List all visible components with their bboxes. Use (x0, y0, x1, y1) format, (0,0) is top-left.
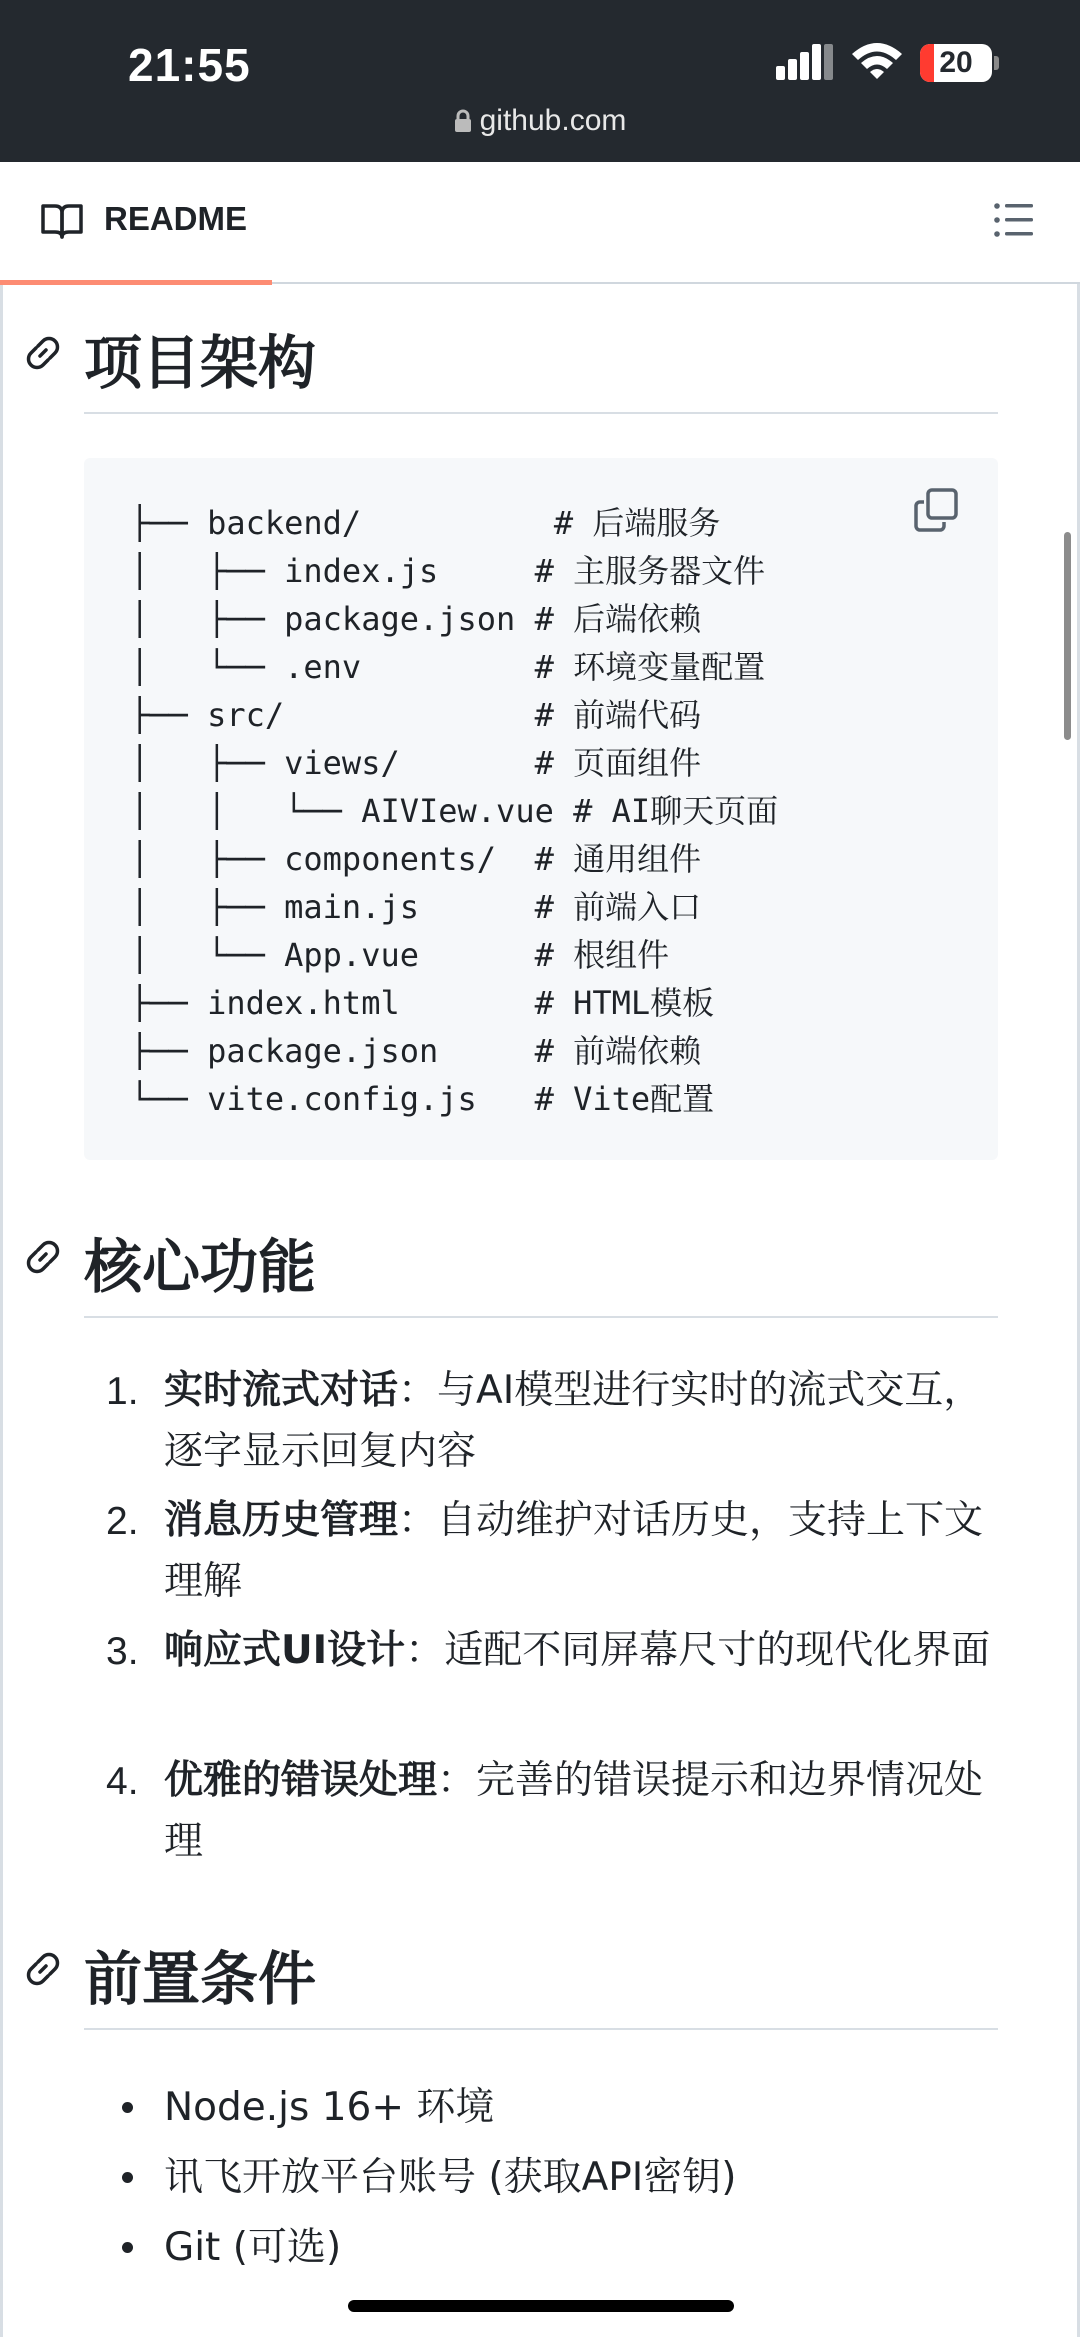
heading-divider (84, 2028, 998, 2030)
list-icon[interactable] (994, 202, 1034, 238)
code-line: │ ├── views/ # 页面组件 (130, 744, 702, 782)
bullet-text: 讯飞开放平台账号 (获取API密钥) (164, 2155, 737, 2200)
section-title: 核心功能 (84, 1233, 317, 1301)
feature-desc: ：适配不同屏幕尺寸的现代化界面 (405, 1628, 991, 1673)
feature-desc: ：自动维护对话历史，支持上下文理解 (164, 1498, 984, 1604)
feature-name: 消息历史管理 (164, 1498, 399, 1543)
list-number: 3. (106, 1630, 139, 1673)
code-line: │ ├── package.json # 后端依赖 (130, 600, 702, 638)
code-line: ├── backend/ # 后端服务 (130, 504, 721, 542)
bullet-item (0, 2076, 1080, 2136)
feature-name: 实时流式对话 (164, 1368, 399, 1413)
bullet-item (0, 2146, 1080, 2206)
section-title: 项目架构 (84, 329, 317, 397)
battery-level: 20 (939, 46, 973, 79)
code-line: │ └── .env # 环境变量配置 (130, 648, 766, 686)
bullet-dot (122, 2242, 133, 2253)
bullet-dot (122, 2172, 133, 2183)
list-number: 1. (106, 1370, 139, 1413)
lock-icon (454, 109, 472, 133)
link-icon[interactable] (24, 334, 62, 372)
url-text: github.com (479, 104, 627, 137)
code-line: │ ├── index.js # 主服务器文件 (130, 552, 766, 590)
link-icon[interactable] (24, 1238, 62, 1276)
list-text (164, 1620, 994, 1681)
bullet-dot (122, 2102, 133, 2113)
code-line: │ ├── components/ # 通用组件 (130, 840, 702, 878)
home-indicator[interactable] (348, 2300, 734, 2312)
status-time: 21:55 (128, 39, 251, 91)
bullet-text: Git (可选) (164, 2225, 342, 2270)
code-line: │ ├── main.js # 前端入口 (130, 888, 702, 926)
code-line: ├── package.json # 前端依赖 (130, 1032, 702, 1070)
copy-icon[interactable] (914, 488, 958, 532)
battery-tip (994, 56, 999, 70)
code-line: ├── index.html # HTML模板 (130, 984, 715, 1022)
wifi-icon (850, 40, 904, 80)
feature-desc: ：完善的错误提示和边界情况处理 (164, 1758, 984, 1864)
list-text (164, 1360, 994, 1482)
book-icon (40, 202, 84, 240)
code-line: │ └── App.vue # 根组件 (130, 936, 670, 974)
feature-name: 优雅的错误处理 (164, 1758, 438, 1803)
link-icon[interactable] (24, 1950, 62, 1988)
scrollbar[interactable] (1064, 532, 1071, 740)
list-number: 4. (106, 1760, 139, 1803)
address-bar[interactable] (0, 104, 1080, 138)
section-title: 前置条件 (84, 1945, 317, 2013)
readme-header (0, 162, 1080, 284)
code-block (84, 458, 998, 1160)
list-text (164, 1750, 994, 1872)
status-bar (0, 0, 1080, 162)
battery-indicator (920, 44, 992, 82)
list-number: 2. (106, 1500, 139, 1543)
signal-icon (776, 44, 834, 80)
feature-desc: ：与AI模型进行实时的流式交互，逐字显示回复内容 (164, 1368, 983, 1474)
code-line: └── vite.config.js # Vite配置 (130, 1080, 715, 1118)
feature-name: 响应式UI设计 (164, 1628, 406, 1673)
readme-tab[interactable] (0, 162, 272, 285)
code-line: │ │ └── AIVIew.vue # AI聊天页面 (130, 792, 779, 830)
code-line: ├── src/ # 前端代码 (130, 696, 702, 734)
bullet-item (0, 2216, 1080, 2276)
heading-divider (84, 412, 998, 414)
list-text (164, 1490, 994, 1612)
heading-divider (84, 1316, 998, 1318)
readme-tab-label: README (104, 200, 248, 237)
bullet-text: Node.js 16+ 环境 (164, 2085, 495, 2130)
content-frame-left (0, 162, 3, 2337)
